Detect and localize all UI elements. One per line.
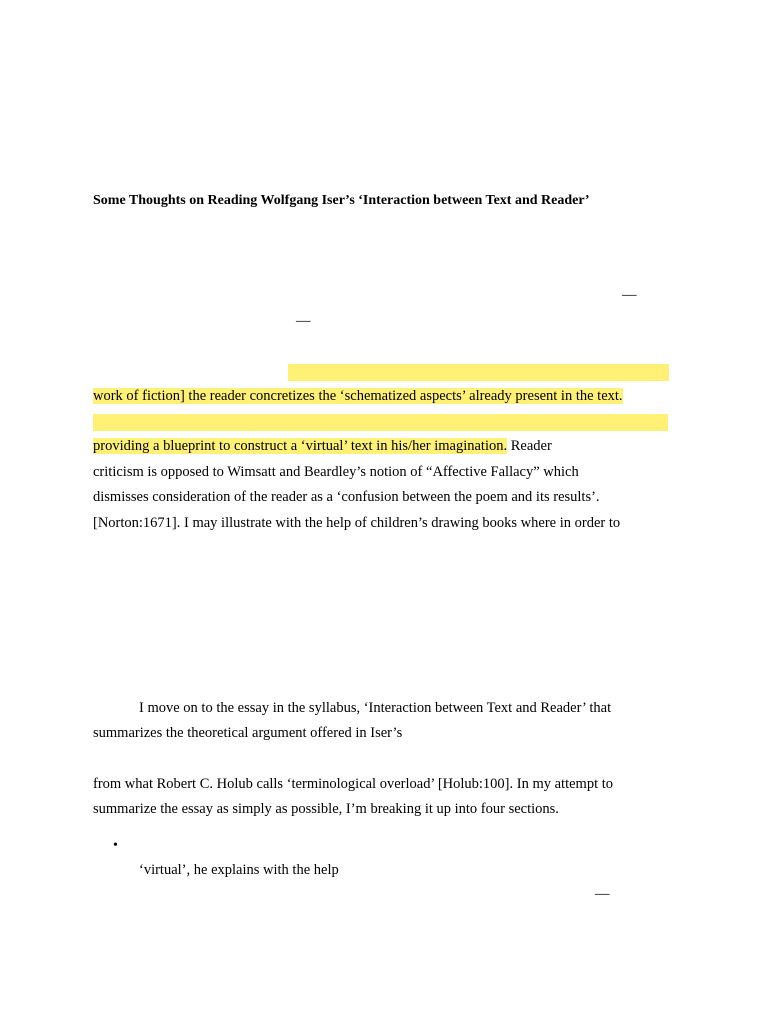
- paragraph-line: [93, 437, 552, 455]
- paragraph-line: from what Robert C. Holub calls ‘terminological overload’ [Holub:100]. In my attempt to: [93, 776, 614, 792]
- highlighted-text: providing a blueprint to construct a ‘virtual’ text in his/her imagination.: [93, 438, 508, 454]
- highlight-bar: [288, 364, 669, 381]
- paragraph-line: summarizes the theoretical argument offered in Iser’s: [93, 725, 403, 741]
- highlighted-text: work of fiction] the reader concretizes the ‘schematized aspects’ already present in the text.: [93, 388, 623, 404]
- paragraph-line: [Norton:1671]. I may illustrate with the help of children’s drawing books where in order to: [93, 515, 621, 531]
- plain-text: Reader: [507, 438, 552, 454]
- document-title: Some Thoughts on Reading Wolfgang Iser’s ‘Interaction between Text and Reader’: [93, 193, 590, 208]
- paragraph-line: dismisses consideration of the reader as a ‘confusion between the poem and its results’.: [93, 489, 600, 505]
- paragraph-line: [93, 387, 623, 405]
- bullet-marker: •: [113, 838, 118, 853]
- paragraph-line: summarize the essay as simply as possible, I’m breaking it up into four sections.: [93, 801, 559, 817]
- em-dash: —: [595, 886, 610, 902]
- em-dash: —: [296, 313, 311, 329]
- paragraph-line: I move on to the essay in the syllabus, ‘Interaction between Text and Reader’ that: [139, 700, 612, 716]
- em-dash: —: [622, 287, 637, 303]
- paragraph-line: criticism is opposed to Wimsatt and Beardley’s notion of “Affective Fallacy” which: [93, 464, 579, 480]
- bullet-line: ‘virtual’, he explains with the help: [139, 862, 339, 878]
- highlight-bar: [93, 414, 668, 431]
